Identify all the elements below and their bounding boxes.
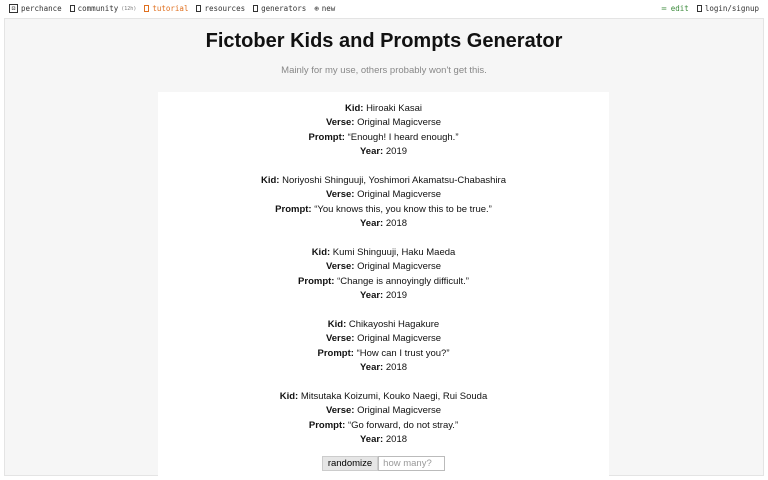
verse-label: Verse:	[325, 405, 355, 417]
kid-value: Chikayoshi Hagakure	[348, 319, 440, 331]
entry	[158, 102, 609, 160]
entry	[158, 318, 609, 376]
year-value: 2019	[385, 146, 408, 158]
entry-verse	[158, 116, 609, 130]
entry	[158, 390, 609, 448]
box-icon	[253, 5, 258, 12]
kid-label: Kid:	[311, 247, 331, 259]
nav-perchance[interactable]: ⚄ perchance	[9, 4, 62, 13]
entry-prompt	[158, 131, 609, 145]
prompt-label: Prompt:	[308, 419, 346, 431]
verse-label: Verse:	[325, 261, 355, 273]
prompt-label: Prompt:	[298, 275, 335, 287]
kid-label: Kid:	[344, 103, 364, 114]
prompt-value: “Enough! I heard enough.”	[347, 131, 459, 143]
kid-value: Kumi Shinguuji, Haku Maeda	[332, 247, 456, 259]
entry-year	[158, 145, 609, 159]
prompt-label: Prompt:	[308, 131, 345, 143]
entry-prompt	[158, 203, 609, 217]
prompt-value: “Change is annoyingly difficult.”	[337, 275, 469, 287]
count-input[interactable]	[378, 456, 445, 471]
entry-prompt	[158, 275, 609, 289]
year-value: 2018	[385, 434, 408, 446]
entry-prompt	[158, 347, 609, 361]
entry-year	[158, 433, 609, 447]
entry-verse	[158, 404, 609, 418]
dice-icon: ⚄	[9, 4, 18, 13]
community-badge: (12h)	[121, 5, 137, 12]
entries-list	[158, 92, 609, 448]
prompt-label: Prompt:	[275, 203, 312, 215]
kid-label: Kid:	[327, 319, 347, 331]
entry-verse	[158, 188, 609, 202]
kid-value: Hiroaki Kasai	[366, 103, 423, 114]
verse-value: Original Magicverse	[357, 405, 442, 417]
verse-value: Original Magicverse	[357, 261, 442, 273]
entry-kid	[158, 102, 609, 116]
year-value: 2018	[385, 362, 408, 374]
entry-kid	[158, 174, 609, 188]
nav-tutorial[interactable]: tutorial	[144, 4, 188, 13]
edit-icon: ═	[661, 4, 667, 13]
entry-kid	[158, 246, 609, 260]
box-icon	[196, 5, 201, 12]
controls	[158, 456, 609, 471]
user-icon	[697, 5, 702, 12]
kid-value: Mitsutaka Koizumi, Kouko Naegi, Rui Souda	[300, 391, 488, 403]
year-value: 2018	[385, 218, 408, 230]
entry	[158, 174, 609, 232]
page-title: Fictober Kids and Prompts Generator	[205, 30, 563, 52]
verse-value: Original Magicverse	[357, 189, 442, 201]
nav-new[interactable]: ⊕ new	[314, 4, 336, 13]
year-label: Year:	[359, 290, 384, 302]
prompt-value: “Go forward, do not stray.”	[347, 419, 459, 431]
entry-year	[158, 361, 609, 375]
year-label: Year:	[359, 146, 384, 158]
verse-label: Verse:	[325, 333, 355, 345]
nav-resources[interactable]: resources	[196, 4, 245, 13]
top-nav	[0, 0, 768, 17]
prompt-value: “You knows this, you know this to be true.”	[314, 203, 492, 215]
output-card	[158, 92, 609, 480]
page-subtitle: Mainly for my use, others probably won't get this.	[281, 65, 487, 76]
login-link[interactable]: login/signup	[697, 4, 759, 13]
verse-label: Verse:	[325, 117, 355, 129]
kid-label: Kid:	[260, 175, 280, 187]
entry-verse	[158, 260, 609, 274]
kid-value: Noriyoshi Shinguuji, Yoshimori Akamatsu-Chabashira	[282, 175, 506, 187]
entry-kid	[158, 390, 609, 404]
year-value: 2019	[385, 290, 408, 302]
entry	[158, 246, 609, 304]
nav-community[interactable]: community (12h)	[70, 4, 137, 13]
year-label: Year:	[359, 218, 384, 230]
randomize-button[interactable]: randomize	[322, 456, 378, 471]
nav-generators[interactable]: generators	[253, 4, 306, 13]
edit-link[interactable]: ═ edit	[661, 4, 689, 13]
kid-label: Kid:	[279, 391, 299, 403]
verse-value: Original Magicverse	[357, 117, 442, 129]
box-icon	[144, 5, 149, 12]
verse-label: Verse:	[325, 189, 355, 201]
entry-verse	[158, 332, 609, 346]
prompt-value: “How can I trust you?”	[356, 347, 450, 359]
entry-year	[158, 289, 609, 303]
entry-year	[158, 217, 609, 231]
box-icon	[70, 5, 75, 12]
year-label: Year:	[359, 362, 384, 374]
entry-kid	[158, 318, 609, 332]
verse-value: Original Magicverse	[357, 333, 442, 345]
entry-prompt	[158, 419, 609, 433]
prompt-label: Prompt:	[317, 347, 354, 359]
year-label: Year:	[359, 434, 384, 446]
plus-circle-icon: ⊕	[314, 4, 319, 13]
